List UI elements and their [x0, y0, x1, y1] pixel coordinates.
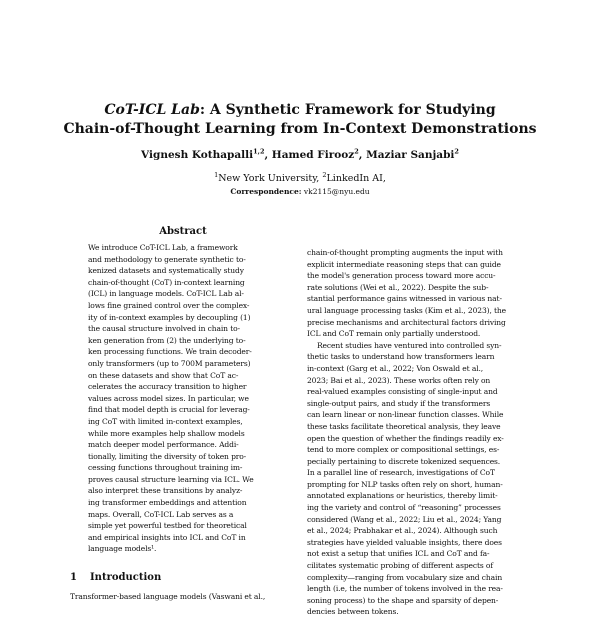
author-name: Maziar Sanjabi [366, 149, 455, 161]
text-line: on these datasets and show that CoT ac- [88, 370, 239, 380]
text-line: considered (Wang et al., 2022; Liu et al., 2024; Yang [307, 514, 502, 524]
text-line: tend to more complex or compositional settings, es- [307, 445, 500, 455]
introduction-body [70, 591, 295, 603]
text-line: ken processing functions. We train decoder- [88, 347, 252, 357]
text-line: can learn linear or non-linear function classes. While [307, 410, 504, 420]
right-column-body [307, 247, 532, 618]
section-title: Introduction [90, 572, 162, 583]
text-line: Recent studies have ventured into controlled syn- [317, 340, 502, 350]
text-line: length (i.e, the number of tokens involved in the rea- [307, 584, 503, 594]
text-line: celerates the accuracy transition to higher [88, 382, 247, 392]
text-line: 2023; Bai et al., 2023). These works often rely on [307, 375, 491, 385]
title-line-2: Chain-of-Thought Learning from In-Context Demonstrations [63, 121, 537, 137]
text-line: single-output pairs, and study if the transformers [307, 398, 491, 408]
text-line: In a parallel line of research, investigations of CoT [307, 468, 495, 478]
text-line: dencies between tokens. [307, 607, 399, 617]
text-line: annotated explanations or heuristics, thereby limit- [307, 491, 498, 501]
text-line: match deeper model performance. Addi- [88, 440, 239, 450]
author-affiliation-mark: 1,2 [253, 147, 265, 156]
text-line: the causal structure involved in chain to- [88, 324, 240, 334]
title-framework-name: CoT-ICL Lab [104, 102, 200, 118]
text-line: prompting for NLP tasks often rely on short, human- [307, 479, 503, 489]
text-line: strategies have yielded valuable insights, there does [307, 537, 502, 547]
author-name: Hamed Firooz [271, 149, 355, 161]
text-line: soning process) to the shape and sparsity of depen- [307, 595, 499, 605]
text-line: We introduce CoT-ICL Lab, a framework [88, 243, 238, 252]
affiliation-1: New York University, [218, 173, 323, 184]
section-heading-introduction [70, 571, 161, 584]
text-line: the model's generation process toward more accu- [307, 271, 496, 281]
text-line: only transformers (up to 700M parameters) [88, 358, 251, 368]
text-line: kenized datasets and systematically study [88, 266, 244, 276]
text-line: Transformer-based language models (Vaswani et al., [70, 592, 266, 601]
text-line: and methodology to generate synthetic to- [88, 254, 246, 264]
abstract-heading: Abstract [159, 226, 207, 237]
text-line: ken generation from (2) the underlying to- [88, 335, 246, 345]
text-line: language models¹. [88, 544, 157, 554]
text-line: values across model sizes. In particular, we [88, 393, 249, 403]
text-line: cessing functions throughout training im- [88, 463, 243, 473]
text-line: find that model depth is crucial for leverag- [88, 405, 250, 415]
text-line: cilitates systematic probing of different aspects of [307, 561, 494, 571]
text-line: pecially pertaining to discrete tokenized sequences. [307, 456, 501, 466]
correspondence [0, 186, 600, 197]
text-line: precise mechanisms and architectural factors driving [307, 317, 506, 327]
section-number: 1 [70, 572, 77, 583]
affiliations [0, 172, 600, 185]
text-line: ing transformer embeddings and attention [88, 498, 247, 508]
text-line: ing CoT with limited in-context examples, [88, 416, 243, 426]
text-line: also interpret these transitions by analyz- [88, 486, 243, 496]
paper-title [0, 101, 600, 139]
title-line-1-rest: : A Synthetic Framework for Studying [199, 102, 496, 118]
author-affiliation-mark: 2 [354, 147, 359, 156]
text-line: tionally, limiting the diversity of token pro- [88, 451, 247, 461]
text-line: (ICL) in language models. CoT-ICL Lab al- [88, 289, 244, 299]
correspondence-label: Correspondence: [230, 187, 302, 196]
text-line: these tasks facilitate theoretical analysis, they leave [307, 421, 501, 431]
text-line: maps. Overall, CoT-ICL Lab serves as a [88, 509, 234, 519]
text-line: chain-of-thought prompting augments the input with [307, 248, 503, 257]
text-line: ural language processing tasks (Kim et al., 2023), the [307, 305, 507, 315]
text-line: ICL and CoT remain only partially understood. [307, 329, 481, 339]
text-line: lows fine grained control over the complex- [88, 300, 250, 310]
text-line: and empirical insights into ICL and CoT in [88, 532, 246, 542]
text-line: complexity—ranging from vocabulary size and chain [307, 572, 503, 582]
affiliation-mark: 2 [322, 170, 327, 179]
abstract-body [88, 242, 280, 555]
text-line: stantial performance gains witnessed in various nat- [307, 294, 502, 304]
text-line: chain-of-thought (CoT) in-context learning [88, 277, 245, 287]
author-list: Vignesh Kothapalli$^{1,2}$, Hamed Firooz$^2$, Maziar Sanjabi$^2$ [141, 147, 459, 161]
author-name: Vignesh Kothapalli [141, 149, 254, 161]
correspondence-email[interactable]: vk2115@nyu.edu [303, 187, 370, 196]
author-affiliation-mark: 2 [454, 147, 459, 156]
text-line: in-context (Garg et al., 2022; Von Oswald et al., [307, 363, 484, 373]
affiliation-mark: 1 [214, 170, 219, 179]
title-line-1 [0, 101, 600, 120]
text-line: while more examples help shallow models [88, 428, 245, 438]
text-line: ity of in-context examples by decoupling (1) [88, 312, 251, 322]
text-line: thetic tasks to understand how transformers learn [307, 352, 495, 362]
text-line: open the question of whether the findings readily ex- [307, 433, 504, 443]
text-line: real-valued examples consisting of single-input and [307, 387, 498, 397]
text-line: not exist a setup that unifies ICL and CoT and fa- [307, 549, 490, 559]
text-line: et al., 2024; Prabhakar et al., 2024). Although such [307, 526, 498, 536]
affiliation-2: LinkedIn AI, [326, 173, 386, 184]
text-line: simple yet powerful testbed for theoretical [88, 521, 247, 531]
text-line: explicit intermediate reasoning steps that can guide [307, 259, 501, 269]
text-line: rate solutions (Wei et al., 2022). Despite the sub- [307, 282, 489, 292]
text-line: proves causal structure learning via ICL. We [88, 474, 254, 484]
text-line: ing the variety and control of “reasoning” processes [307, 503, 501, 513]
